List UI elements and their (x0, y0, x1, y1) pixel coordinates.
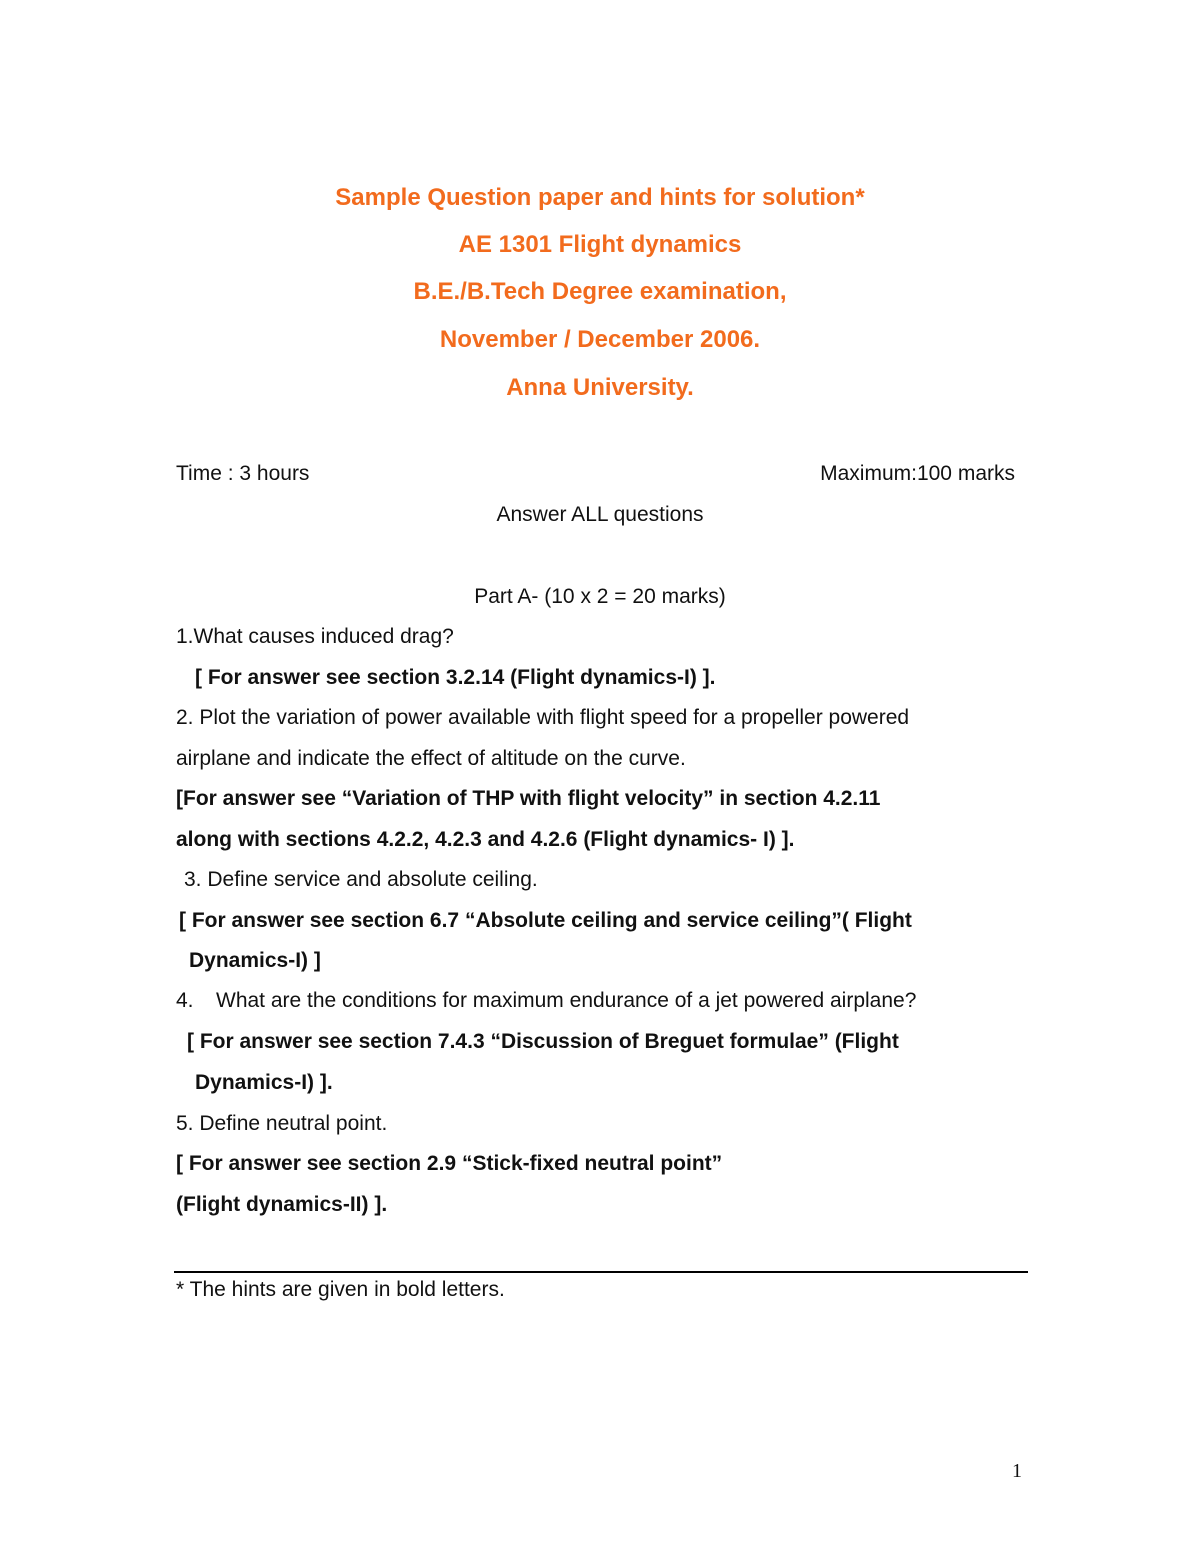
question-3: 3. Define service and absolute ceiling. (184, 868, 538, 891)
page-number: 1 (1012, 1460, 1022, 1482)
question-2-line-1: 2. Plot the variation of power available with flight speed for a propeller powered (176, 706, 910, 729)
hint-5-line-1: [ For answer see section 2.9 “Stick-fixed neutral point” (176, 1152, 723, 1175)
question-2-line-2: airplane and indicate the effect of altitude on the curve. (176, 747, 686, 770)
hint-3-line-2: Dynamics-I) ] (189, 949, 321, 972)
hint-1: [ For answer see section 3.2.14 (Flight dynamics-I) ]. (195, 666, 716, 689)
question-4-text: What are the conditions for maximum endurance of a jet powered airplane? (216, 989, 917, 1012)
title-university: Anna University. (506, 374, 694, 401)
hint-2-line-2: along with sections 4.2.2, 4.2.3 and 4.2.6 (Flight dynamics- I) ]. (176, 828, 795, 851)
question-1: 1.What causes induced drag? (176, 625, 454, 648)
title-line-1: Sample Question paper and hints for solution* (335, 184, 865, 211)
exam-max-marks: Maximum:100 marks (820, 462, 1015, 485)
title-course: AE 1301 Flight dynamics (458, 231, 742, 258)
hint-4-line-1: [ For answer see section 7.4.3 “Discussion of Breguet formulae” (Flight (187, 1030, 899, 1053)
footnote-divider (174, 1271, 1028, 1273)
hint-2-line-1: [For answer see “Variation of THP with flight velocity” in section 4.2.11 (176, 787, 881, 810)
hint-3-line-1: [ For answer see section 6.7 “Absolute ceiling and service ceiling”( Flight (179, 909, 912, 932)
title-session: November / December 2006. (439, 326, 761, 353)
hint-4-line-2: Dynamics-I) ]. (195, 1071, 333, 1094)
question-4-number: 4. (176, 989, 194, 1012)
part-a-heading: Part A- (10 x 2 = 20 marks) (474, 585, 726, 608)
hint-5-line-2: (Flight dynamics-II) ]. (176, 1193, 388, 1216)
question-5: 5. Define neutral point. (176, 1112, 388, 1135)
exam-instruction: Answer ALL questions (496, 503, 704, 526)
title-degree: B.E./B.Tech Degree examination, (413, 278, 787, 305)
footnote: * The hints are given in bold letters. (176, 1278, 505, 1301)
exam-time: Time : 3 hours (176, 462, 310, 485)
